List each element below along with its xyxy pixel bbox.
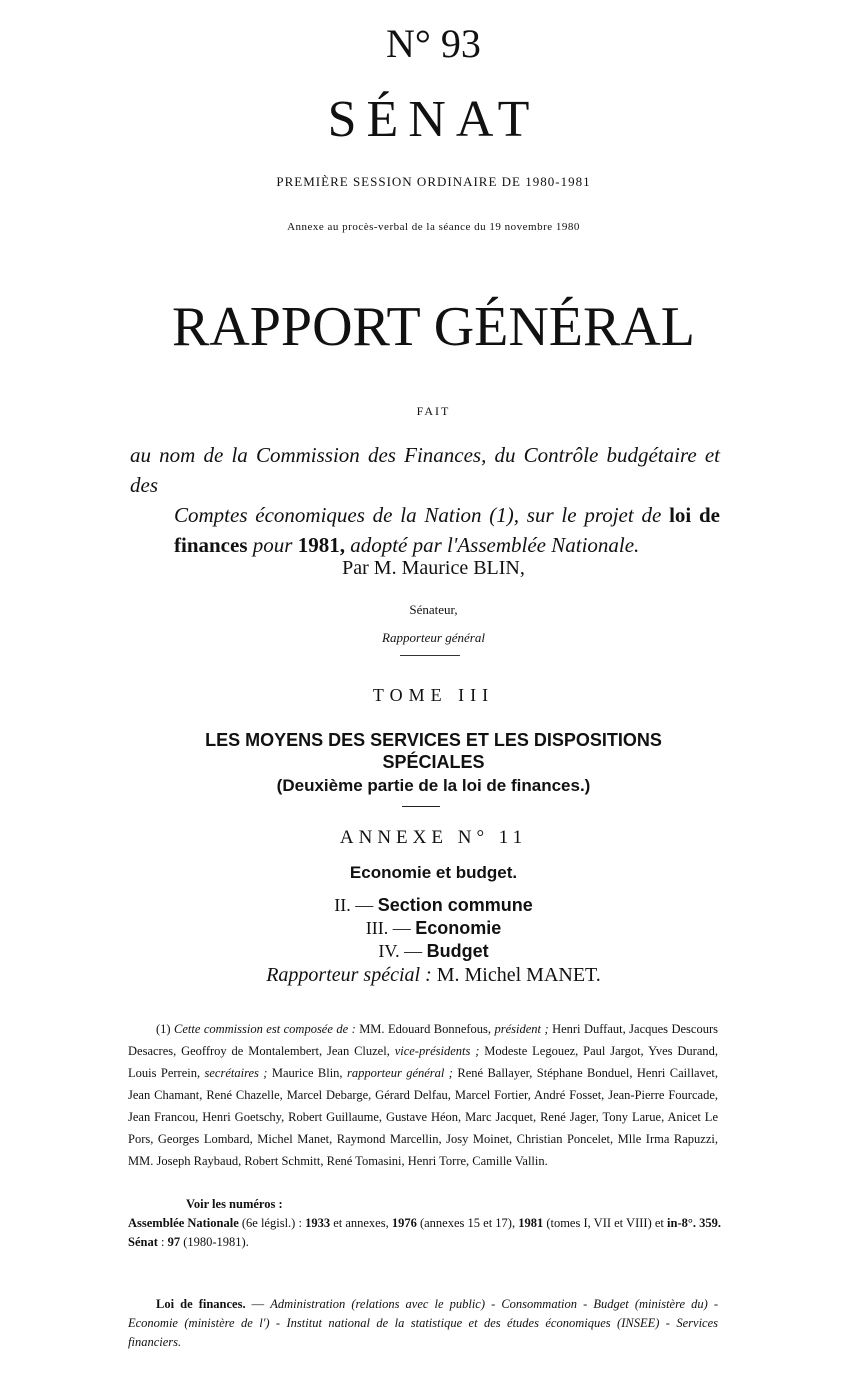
loi-text: Administration (relations avec le public) - Consommation - Budget (ministère du) - Economie (ministère de l') - Institut national de la statistique et des études économiques (INSEE) - Services financiers.: [128, 1297, 719, 1349]
footnote-role: président ;: [494, 1022, 549, 1036]
voir-senat: [128, 1233, 728, 1252]
footnote-role: rapporteur général ;: [346, 1066, 453, 1080]
document-number: N° 93: [386, 21, 481, 66]
intro-rest-2: pour: [247, 533, 298, 557]
loi-de-finances-index: [128, 1295, 718, 1352]
annexe-number: ANNEXE N° 11: [339, 827, 528, 848]
voir-text: et annexes,: [330, 1216, 392, 1230]
section-number: II.: [334, 895, 351, 915]
session-line: PREMIÈRE SESSION ORDINAIRE DE 1980-1981: [276, 174, 591, 189]
report-title: RAPPORT GÉNÉRAL: [171, 296, 695, 358]
footnote-role: vice-présidents ;: [394, 1044, 480, 1058]
section-title: Economie et budget.: [349, 863, 518, 882]
annexe-proces-verbal: Annexe au procès-verbal de la séance du 19 novembre 1980: [287, 221, 580, 233]
section-label: Economie: [415, 918, 502, 938]
rapporteur-special-name: M. Michel MANET.: [436, 964, 601, 986]
subject-line-3: (Deuxième partie de la loi de finances.): [276, 776, 591, 795]
intro-bold-year: 1981,: [297, 533, 345, 557]
voir-num: 1976: [391, 1216, 417, 1230]
section-label: Section commune: [377, 895, 533, 915]
author-title-senateur: Sénateur,: [409, 602, 458, 617]
section-dash: —: [392, 918, 411, 938]
voir-num: 97: [167, 1235, 181, 1249]
voir-assemblee: [128, 1214, 728, 1233]
voir-numeros: [128, 1195, 728, 1252]
section-item-iv: [0, 939, 867, 963]
commission-footnote: [128, 1018, 718, 1172]
voir-text: (6e législ.) :: [238, 1216, 306, 1230]
intro-bold-loi: loi de finances: [174, 503, 720, 557]
footnote-text: Maurice Blin,: [267, 1066, 347, 1080]
voir-num: 1981: [518, 1216, 544, 1230]
voir-text: :: [157, 1235, 168, 1249]
voir-senat-label: Sénat: [128, 1235, 158, 1249]
footnote-text: René Ballayer, Stéphane Bonduel, Henri Caillavet, Jean Chamant, René Chazelle, Marcel Debarge, Gérard Delfau, Marcel Fortier, André Fosset, Jean-Pierre Fourcade, Jean Francou, Henri Goetschy, Robert Guillaume, Gustave Héon, Marc Jacquet, René Jager, Tony Larue, Anicet Le Pors, Georges Lombard, Michel Manet, Raymond Marcellin, Josy Moinet, Christian Poncelet, Mlle Irma Rapuzzi, MM. Joseph Raybaud, Robert Schmitt, René Tomasini, Henri Torre, Camille Vallin.: [128, 1066, 719, 1168]
subject-line-1: LES MOYENS DES SERVICES ET LES DISPOSITIONS: [205, 730, 662, 750]
author-title-rapporteur: Rapporteur général: [382, 630, 485, 645]
rapporteur-special-label: Rapporteur spécial :: [266, 964, 432, 986]
voir-text: (annexes 15 et 17),: [416, 1216, 519, 1230]
loi-label: Loi de finances.: [156, 1297, 246, 1311]
voir-text: (tomes I, VII et VIII) et: [543, 1216, 668, 1230]
voir-an-label: Assemblée Nationale: [128, 1216, 239, 1230]
intro-line-1: au nom de la Commission des Finances, du Contrôle budgétaire et des: [130, 443, 720, 497]
section-item-ii: [0, 893, 867, 917]
voir-text: (1980-1981).: [180, 1235, 249, 1249]
footnote-role: secrétaires ;: [204, 1066, 268, 1080]
footnote-lead: Cette commission est composée de :: [174, 1022, 356, 1036]
separator-rule-2: [402, 806, 440, 807]
intro-paragraph: [130, 440, 720, 560]
section-item-iii: [0, 916, 867, 940]
voir-title: Voir les numéros :: [186, 1197, 283, 1211]
intro-rest-1: Comptes économiques de la Nation (1), sur le projet de: [174, 503, 670, 527]
tome-label: TOME III: [372, 685, 495, 705]
subject-line-2: SPÉCIALES: [382, 752, 485, 772]
footnote-text: MM. Edouard Bonnefous,: [355, 1022, 495, 1036]
voir-num: 1933: [305, 1216, 331, 1230]
fait-label: FAIT: [416, 404, 451, 418]
footnote-text: Modeste Legouez, Paul Jargot, Yves Durand, Louis Perrein,: [128, 1044, 718, 1080]
author-line: Par M. Maurice BLIN,: [342, 557, 525, 579]
section-dash: —: [404, 941, 423, 961]
section-number: III.: [365, 918, 389, 938]
intro-rest-3: adopté par l'Assemblée Nationale.: [344, 533, 640, 557]
separator-rule: [400, 655, 460, 656]
footnote-marker: (1): [156, 1022, 171, 1036]
chamber-name: SÉNAT: [327, 91, 540, 148]
footnote-text: Henri Duffaut, Jacques Descours Desacres, Geoffroy de Montalembert, Jean Cluzel,: [128, 1022, 718, 1058]
rapporteur-special: [0, 962, 867, 988]
loi-dash: —: [245, 1297, 271, 1311]
section-label: Budget: [426, 941, 489, 961]
section-dash: —: [355, 895, 374, 915]
section-number: IV.: [378, 941, 400, 961]
voir-num: in-8°. 359.: [667, 1216, 721, 1230]
